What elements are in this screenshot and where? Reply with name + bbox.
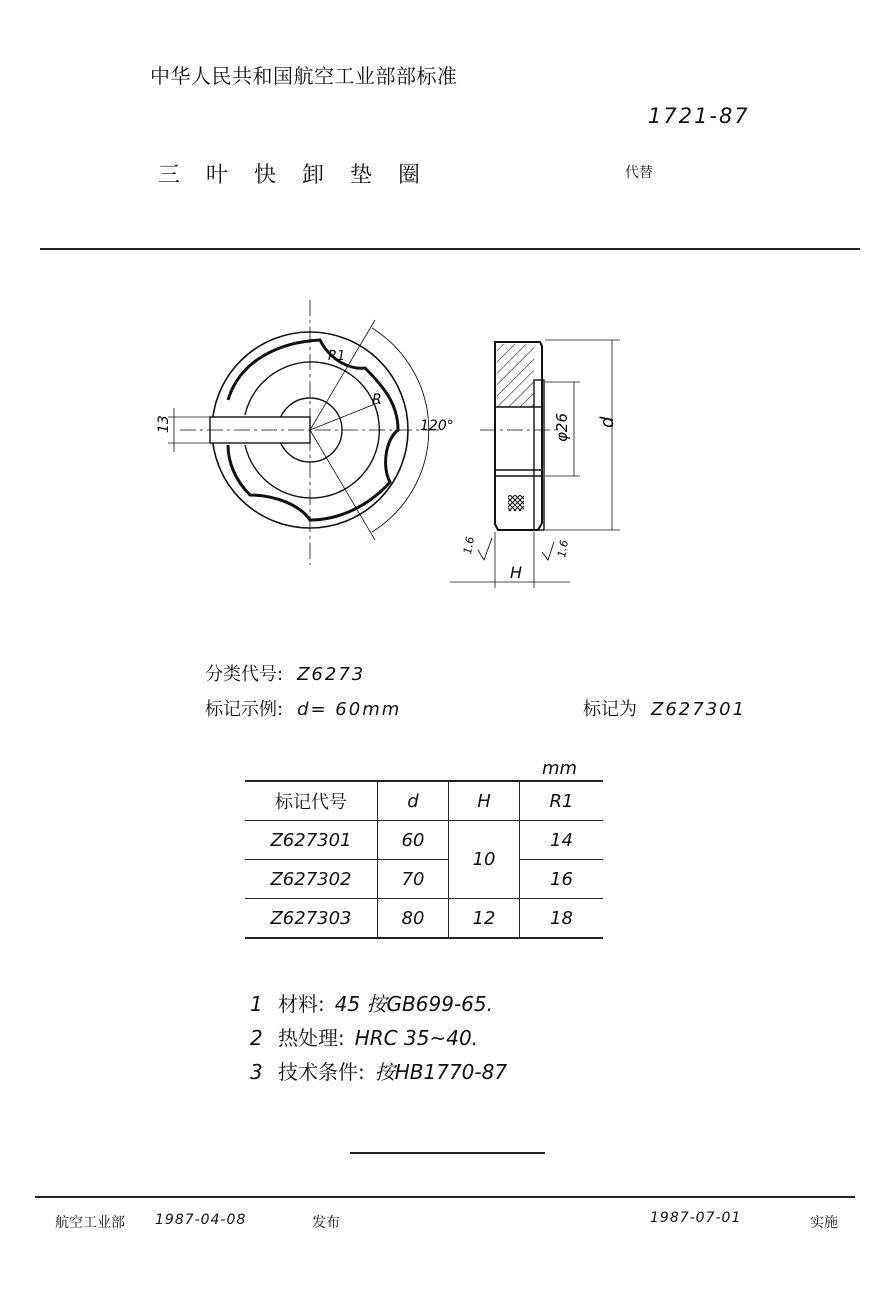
column-header-d: d [378,781,449,821]
cell-d: 70 [378,860,449,899]
issuing-authority: 中华人民共和国航空工业部部标准 [150,64,458,88]
marking-result-value: Z627301 [651,699,747,720]
slot-width-label: 13 [156,415,172,433]
front-view [156,300,454,565]
footer-effective-date: 1987-07-01 [650,1210,742,1226]
footer-issue-label: 发布 [312,1215,340,1231]
footer-rule [35,1196,855,1198]
end-rule [350,1152,545,1154]
roughness-left-label: 1.6 [461,535,477,556]
footer-effective-label: 实施 [810,1215,838,1231]
note-label: 材料: [278,992,325,1016]
side-view [450,340,620,588]
header-rule [40,248,860,250]
cell-h: 12 [449,899,520,939]
note-value: 按HB1770-87 [374,1060,508,1084]
table-row [245,821,603,860]
marking-result-label: 标记为 [583,699,637,720]
note-value: 45 按GB699-65. [334,992,493,1016]
table-row [245,860,603,899]
footer-issuer: 航空工业部 [55,1215,125,1231]
classification-value: Z6273 [297,664,366,685]
note-label: 技术条件: [278,1060,365,1084]
column-header-r1: R1 [520,781,604,821]
thickness-label: H [510,563,523,582]
classification-line [205,660,365,686]
cell-d: 60 [378,821,449,860]
angle-label: 120° [420,418,454,434]
marking-result-line [583,695,746,721]
note-number: 3 [250,1060,263,1084]
marking-example-line [205,695,401,721]
marking-example-value: d= 60mm [297,699,402,720]
outer-diameter-label: d [597,416,618,428]
standard-number: 1721-87 [648,104,750,128]
r-label: R [372,392,382,408]
cell-r1: 18 [520,899,604,939]
cell-r1: 14 [520,821,604,860]
table-unit: mm [542,758,578,779]
note-item [250,1056,507,1085]
footer-issue-date: 1987-04-08 [155,1212,247,1228]
dimension-table [245,780,603,939]
cell-code: Z627301 [245,821,378,860]
marking-example-label: 标记示例: [205,699,284,720]
column-header-h: H [449,781,520,821]
note-label: 热处理: [278,1026,345,1050]
cell-code: Z627303 [270,907,352,929]
note-number: 2 [250,1026,263,1050]
technical-drawing [150,290,650,600]
cell-code: Z627302 [245,860,378,899]
note-value: HRC 35~40. [354,1026,479,1050]
r1-label: R1 [328,349,346,364]
replaces-label: 代替 [625,165,653,181]
column-header-code: 标记代号 [245,781,378,821]
table-header-row [245,781,603,821]
note-item [250,988,493,1017]
roughness-right-label: 1.6 [555,538,572,559]
note-number: 1 [250,992,263,1016]
table-row [245,899,603,939]
cell-d: 80 [378,899,449,939]
note-item [250,1022,478,1051]
cell-h: 10 [449,821,520,899]
classification-label: 分类代号: [205,664,284,685]
bore-diameter-label: φ26 [553,413,571,442]
cell-r1: 16 [520,860,604,899]
document-title: 三叶快卸垫圈 [158,163,447,188]
